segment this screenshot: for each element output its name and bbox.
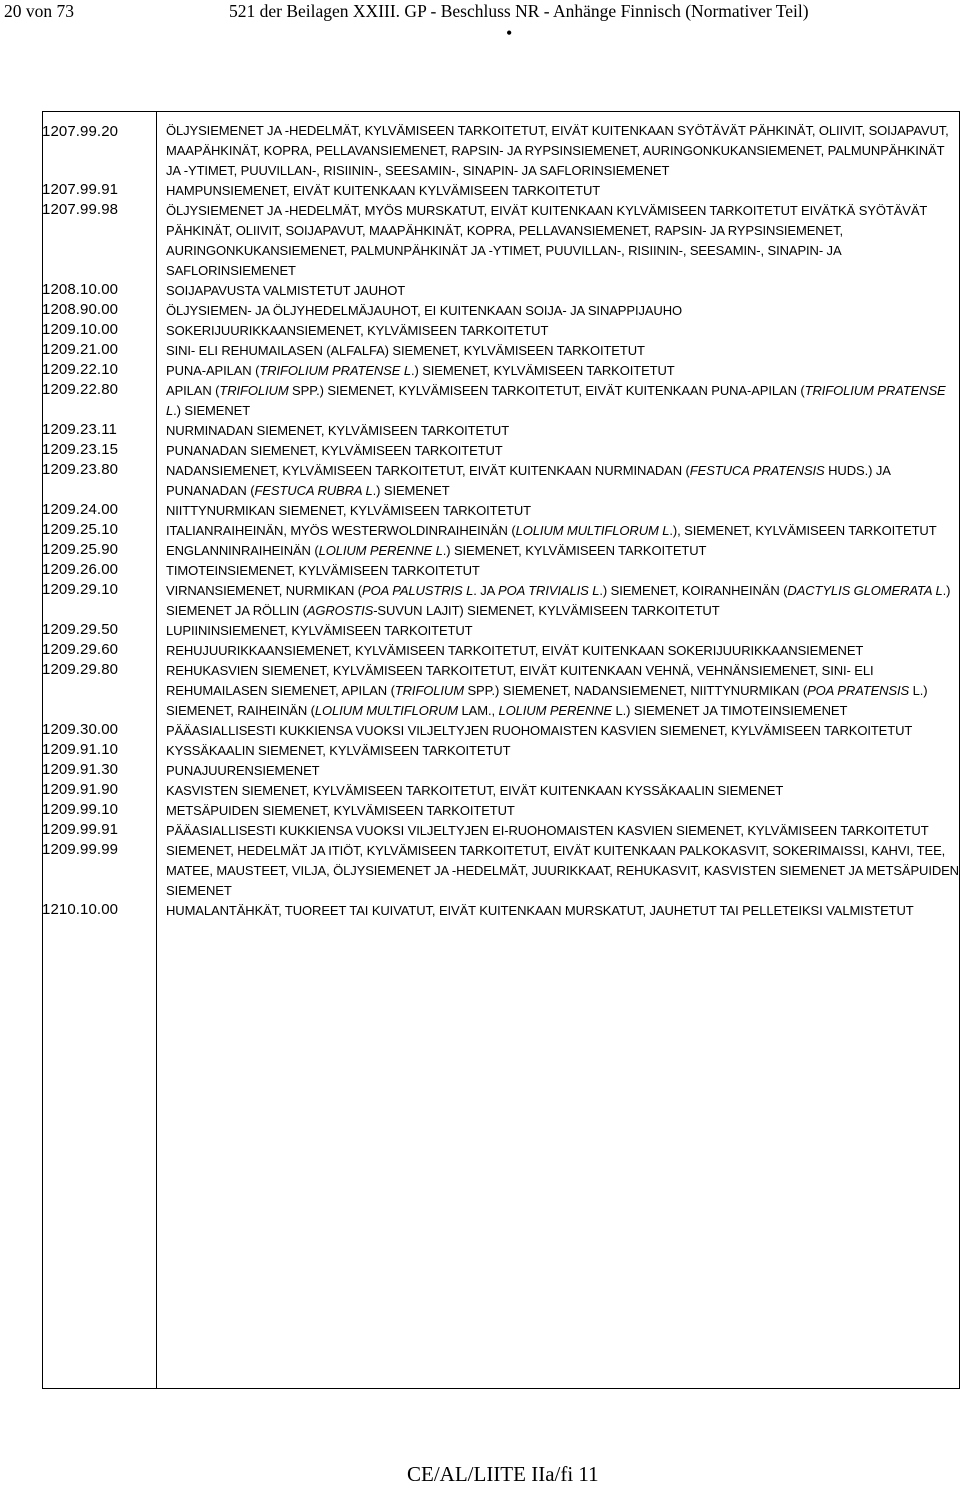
table-body (42, 111, 960, 933)
species-name: TRIFOLIUM PRATENSE L (259, 363, 411, 378)
description-text: ENGLANNINRAIHEINÄN ( (166, 543, 319, 558)
tariff-description (166, 541, 960, 561)
species-name: POA TRIVIALIS L (498, 583, 600, 598)
description-text: PUNA-APILAN ( (166, 363, 260, 378)
tariff-description (166, 741, 960, 761)
tariff-code: 1209.91.30 (42, 761, 119, 778)
description-text: SPP.) SIEMENET, KYLVÄMISEEN TARKOITETUT, EIVÄT KUITENKAAN PUNA-APILAN ( (288, 383, 805, 398)
table-row (42, 741, 960, 761)
tariff-code: 1209.24.00 (42, 501, 119, 518)
tariff-description (166, 441, 960, 461)
table-row (42, 461, 960, 501)
table-row (42, 801, 960, 821)
description-text: .) SIEMENET (173, 403, 251, 418)
tariff-code: 1209.25.10 (42, 521, 119, 538)
description-text: KYSSÄKAALIN SIEMENET, KYLVÄMISEEN TARKOITETUT (166, 743, 511, 758)
species-name: DACTYLIS GLOMERATA L (787, 583, 943, 598)
description-text: PUNAJUURENSIEMENET (166, 763, 320, 778)
table-row (42, 421, 960, 441)
species-name: LOLIUM MULTIFLORUM (314, 703, 459, 718)
tariff-code: 1210.10.00 (42, 901, 119, 918)
table-row (42, 841, 960, 901)
table-row (42, 561, 960, 581)
description-text: ÖLJYSIEMENET JA -HEDELMÄT, KYLVÄMISEEN TARKOITETUT, EIVÄT KUITENKAAN SYÖTÄVÄT PÄHKINÄT, OLIIVIT, SOIJAPAVUT, MAAPÄHKINÄT, KOPRA, PELLAVANSIEMENET, RAPSIN- JA RYPSINSIEMENET, AURINGONKUKANSIEMENET, PALMUNPÄHKINÄT JA -YTIMET, PUUVILLAN-, RISIININ-, SEESAMIN-, SINAPIN- JA SAFLORINSIEMENET (166, 123, 949, 178)
table-row (42, 541, 960, 561)
tariff-description (166, 561, 960, 581)
description-text: PÄÄASIALLISESTI KUKKIENSA VUOKSI VILJELTYJEN RUOHOMAISTEN KASVIEN SIEMENET, KYLVÄMISEEN TARKOITETUT (166, 723, 913, 738)
footer-reference: CE/AL/LIITE IIa/fi 11 (407, 1462, 599, 1486)
tariff-description (166, 321, 960, 341)
description-text: REHUKASVIEN SIEMENET, KYLVÄMISEEN TARKOITETUT, EIVÄT KUITENKAAN VEHNÄ, VEHNÄNSIEMENET, SINI- ELI REHUMAILASEN SIEMENET, APILAN ( (166, 663, 874, 698)
tariff-description (166, 381, 960, 421)
tariff-code: 1209.21.00 (42, 341, 119, 358)
tariff-description (166, 641, 960, 661)
species-name: AGROSTIS (306, 603, 374, 618)
description-text: HUMALANTÄHKÄT, TUOREET TAI KUIVATUT, EIVÄT KUITENKAAN MURSKATUT, JAUHETUT TAI PELLETEIKSI VALMISTETUT (166, 903, 914, 918)
description-text: SINI- ELI REHUMAILASEN (ALFALFA) SIEMENET, KYLVÄMISEEN TARKOITETUT (166, 343, 645, 358)
column-divider (156, 111, 157, 1388)
tariff-code: 1209.22.10 (42, 361, 119, 378)
tariff-description (166, 341, 960, 361)
table-row (42, 111, 960, 181)
table-row (42, 761, 960, 781)
description-text: .) SIEMENET JA RÖLLIN ( (166, 583, 951, 618)
tariff-description (166, 421, 960, 441)
table-row (42, 361, 960, 381)
description-text: .), SIEMENET, KYLVÄMISEEN TARKOITETUT (669, 523, 937, 538)
bullet-mark: • (506, 23, 513, 43)
tariff-code: 1208.90.00 (42, 301, 119, 318)
tariff-code: 1209.22.80 (42, 381, 119, 398)
tariff-code: 1207.99.98 (42, 201, 119, 218)
description-text: NADANSIEMENET, KYLVÄMISEEN TARKOITETUT, EIVÄT KUITENKAAN NURMINADAN ( (166, 463, 690, 478)
table-row (42, 621, 960, 641)
tariff-code: 1209.99.91 (42, 821, 119, 838)
description-text: L.) SIEMENET, RAIHEINÄN ( (166, 683, 928, 718)
table-row (42, 781, 960, 801)
species-name: LOLIUM PERENNE (498, 703, 612, 718)
tariff-code: 1209.91.10 (42, 741, 119, 758)
tariff-code: 1209.91.90 (42, 781, 119, 798)
document-title: 521 der Beilagen XXIII. GP - Beschluss NR - Anhänge Finnisch (Normativer Teil) (229, 1, 809, 21)
table-row (42, 301, 960, 321)
description-text: SOKERIJUURIKKAANSIEMENET, KYLVÄMISEEN TARKOITETUT (166, 323, 549, 338)
tariff-description (166, 521, 960, 541)
description-text: ÖLJYSIEMEN- JA ÖLJYHEDELMÄJAUHOT, EI KUITENKAAN SOIJA- JA SINAPPIJAUHO (166, 303, 683, 318)
page-number: 20 von 73 (4, 1, 74, 21)
tariff-code: 1209.29.10 (42, 581, 119, 598)
tariff-description (166, 181, 960, 201)
tariff-description (166, 801, 960, 821)
tariff-description (166, 111, 960, 181)
tariff-description (166, 841, 960, 901)
description-text: SPP.) SIEMENET, NADANSIEMENET, NIITTYNURMIKAN ( (463, 683, 808, 698)
tariff-code: 1209.99.10 (42, 801, 119, 818)
table-row (42, 281, 960, 301)
table-row (42, 821, 960, 841)
tariff-code: 1207.99.20 (42, 123, 119, 140)
description-text: LUPIININSIEMENET, KYLVÄMISEEN TARKOITETUT (166, 623, 473, 638)
tariff-description (166, 461, 960, 501)
table-row (42, 641, 960, 661)
table-row (42, 501, 960, 521)
table-row (42, 581, 960, 621)
species-name: FESTUCA PRATENSIS (689, 463, 825, 478)
species-name: LOLIUM PERENNE L (318, 543, 443, 558)
tariff-code: 1209.23.11 (42, 421, 117, 438)
description-text: KASVISTEN SIEMENET, KYLVÄMISEEN TARKOITETUT, EIVÄT KUITENKAAN KYSSÄKAALIN SIEMENET (166, 783, 784, 798)
tariff-description (166, 201, 960, 281)
description-text: SIEMENET, HEDELMÄT JA ITIÖT, KYLVÄMISEEN TARKOITETUT, EIVÄT KUITENKAAN PALKOKASVIT, SOKERIMAISSI, KAHVI, TEE, MATEE, MAUSTEET, VILJA, ÖLJYSIEMENET JA -HEDELMÄT, JUURIKKAAT, REHUKASVIT, KASVISTEN SIEMENET JA METSÄPUIDEN SIEMENET (166, 843, 959, 898)
description-text: LAM., (458, 703, 499, 718)
tariff-code: 1208.10.00 (42, 281, 119, 298)
tariff-description (166, 361, 960, 381)
description-text: HUDS.) JA PUNANADAN ( (166, 463, 891, 498)
tariff-code-table (42, 111, 960, 933)
description-text: HAMPUNSIEMENET, EIVÄT KUITENKAAN KYLVÄMISEEN TARKOITETUT (166, 183, 601, 198)
tariff-code: 1209.25.90 (42, 541, 119, 558)
description-text: METSÄPUIDEN SIEMENET, KYLVÄMISEEN TARKOITETUT (166, 803, 515, 818)
tariff-code: 1209.23.80 (42, 461, 119, 478)
species-name: FESTUCA RUBRA L (254, 483, 373, 498)
tariff-description (166, 721, 960, 741)
table-row (42, 321, 960, 341)
species-name: TRIFOLIUM PRATENSE L (166, 383, 946, 418)
tariff-code: 1209.99.99 (42, 841, 119, 858)
tariff-code: 1209.23.15 (42, 441, 119, 458)
tariff-description (166, 501, 960, 521)
description-text: ITALIANRAIHEINÄN, MYÖS WESTERWOLDINRAIHEINÄN ( (166, 523, 516, 538)
page-header (0, 0, 960, 60)
tariff-description (166, 301, 960, 321)
description-text: PÄÄASIALLISESTI KUKKIENSA VUOKSI VILJELTYJEN EI-RUOHOMAISTEN KASVIEN SIEMENET, KYLVÄMISEEN TARKOITETUT (166, 823, 929, 838)
description-text: APILAN ( (166, 383, 220, 398)
description-text: . JA (473, 583, 499, 598)
tariff-description (166, 821, 960, 841)
species-name: TRIFOLIUM (219, 383, 289, 398)
table-row (42, 901, 960, 933)
species-name: TRIFOLIUM (394, 683, 464, 698)
tariff-code: 1209.29.80 (42, 661, 119, 678)
tariff-code: 1209.29.50 (42, 621, 119, 638)
tariff-code: 1207.99.91 (42, 181, 119, 198)
tariff-description (166, 621, 960, 641)
description-text: PUNANADAN SIEMENET, KYLVÄMISEEN TARKOITETUT (166, 443, 503, 458)
tariff-description (166, 281, 960, 301)
tariff-description (166, 781, 960, 801)
description-text: VIRNANSIEMENET, NURMIKAN ( (166, 583, 363, 598)
tariff-code: 1209.30.00 (42, 721, 119, 738)
description-text: .) SIEMENET (372, 483, 450, 498)
tariff-description (166, 581, 960, 621)
description-text: L.) SIEMENET JA TIMOTEINSIEMENET (611, 703, 848, 718)
tariff-code: 1209.26.00 (42, 561, 119, 578)
species-name: POA PRATENSIS (807, 683, 910, 698)
description-text: SOIJAPAVUSTA VALMISTETUT JAUHOT (166, 283, 406, 298)
table-row (42, 721, 960, 741)
table-row (42, 201, 960, 281)
tariff-code: 1209.29.60 (42, 641, 119, 658)
table-row (42, 521, 960, 541)
description-text: ÖLJYSIEMENET JA -HEDELMÄT, MYÖS MURSKATUT, EIVÄT KUITENKAAN KYLVÄMISEEN TARKOITETUT EIVÄTKÄ SYÖTÄVÄT PÄHKINÄT, OLIIVIT, SOIJAPAVUT, MAAPÄHKINÄT, KOPRA, PELLAVANSIEMENET, RAPSIN- JA RYPSINSIEMENET, AURINGONKUKANSIEMENET, PALMUNPÄHKINÄT JA -YTIMET, PUUVILLAN-, RISIININ-, SEESAMIN-, SINAPIN- JA SAFLORINSIEMENET (166, 203, 928, 278)
description-text: TIMOTEINSIEMENET, KYLVÄMISEEN TARKOITETUT (166, 563, 480, 578)
species-name: POA PALUSTRIS L (362, 583, 474, 598)
tariff-description (166, 901, 960, 933)
species-name: LOLIUM MULTIFLORUM L (515, 523, 670, 538)
description-text: NIITTYNURMIKAN SIEMENET, KYLVÄMISEEN TARKOITETUT (166, 503, 532, 518)
table-row (42, 381, 960, 421)
table-row (42, 181, 960, 201)
tariff-code: 1209.10.00 (42, 321, 119, 338)
description-text: NURMINADAN SIEMENET, KYLVÄMISEEN TARKOITETUT (166, 423, 510, 438)
description-text: .) SIEMENET, KOIRANHEINÄN ( (599, 583, 788, 598)
table-row (42, 441, 960, 461)
table-row (42, 341, 960, 361)
tariff-description (166, 661, 960, 721)
description-text: .) SIEMENET, KYLVÄMISEEN TARKOITETUT (442, 543, 707, 558)
description-text: REHUJUURIKKAANSIEMENET, KYLVÄMISEEN TARKOITETUT, EIVÄT KUITENKAAN SOKERIJUURIKKAANSIEMENET (166, 643, 864, 658)
table-row (42, 661, 960, 721)
description-text: -SUVUN LAJIT) SIEMENET, KYLVÄMISEEN TARKOITETUT (373, 603, 720, 618)
tariff-description (166, 761, 960, 781)
description-text: .) SIEMENET, KYLVÄMISEEN TARKOITETUT (410, 363, 675, 378)
